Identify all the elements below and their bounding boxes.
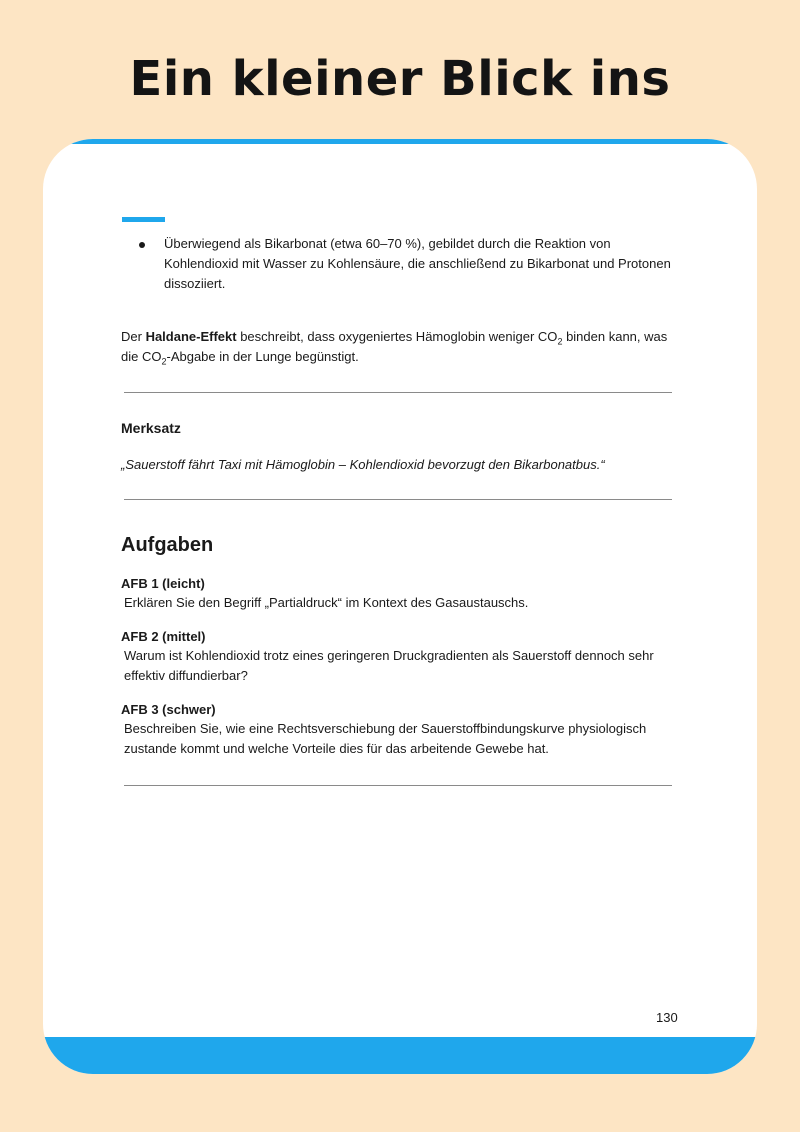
- task-block: [121, 628, 677, 686]
- haldane-prefix: Der: [121, 329, 146, 344]
- haldane-subscript-b: 2: [161, 356, 167, 367]
- haldane-text-a: beschreibt, dass oxygeniertes Hämoglobin weniger CO: [236, 329, 558, 344]
- page-headline: Ein kleiner Blick ins: [129, 51, 671, 107]
- divider: [124, 392, 672, 393]
- page-number: 130: [656, 1010, 678, 1025]
- list-item: [139, 234, 679, 294]
- task-text: Erklären Sie den Begriff „Partialdruck“ im Kontext des Gasaustauschs.: [124, 595, 529, 610]
- card-top-accent-bar: [43, 139, 757, 144]
- bullet-icon: [139, 242, 145, 248]
- card-bottom-accent-bar: [43, 1037, 757, 1074]
- document-page-card: [43, 139, 757, 1074]
- haldane-term: Haldane-Effekt: [145, 329, 237, 344]
- haldane-text-b: binden kann, was die CO: [121, 329, 668, 364]
- section-heading-aufgaben: Aufgaben: [121, 534, 214, 556]
- merksatz-text: „Sauerstoff fährt Taxi mit Hämoglobin – Kohlendioxid bevorzugt den Bikarbonatbus.“: [121, 457, 605, 472]
- task-text: Warum ist Kohlendioxid trotz eines geringeren Druckgradienten als Sauerstoff dennoch sehr effektiv diffundierbar?: [124, 648, 654, 683]
- task-text: Beschreiben Sie, wie eine Rechtsverschiebung der Sauerstoffbindungskurve physiologisch zustande kommt und welche Vorteile dies für das arbeitende Gewebe hat.: [124, 721, 647, 756]
- task-title: AFB 2 (mittel): [121, 629, 206, 644]
- task-block: [121, 701, 677, 759]
- bullet-list: [139, 234, 679, 294]
- task-title: AFB 3 (schwer): [121, 702, 216, 717]
- task-block: [121, 575, 677, 613]
- bullet-text: Überwiegend als Bikarbonat (etwa 60–70 %), gebildet durch die Reaktion von Kohlendioxid mit Wasser zu Kohlensäure, die anschließend zu Bikarbonat und Protonen dissoziiert.: [164, 236, 671, 291]
- divider: [124, 785, 672, 786]
- haldane-paragraph: [121, 327, 677, 367]
- accent-dash: [122, 217, 165, 222]
- haldane-subscript-a: 2: [557, 336, 563, 347]
- divider: [124, 499, 672, 500]
- haldane-text-c: -Abgabe in der Lunge begünstigt.: [166, 349, 359, 364]
- merksatz-title: Merksatz: [121, 420, 181, 436]
- task-title: AFB 1 (leicht): [121, 576, 205, 591]
